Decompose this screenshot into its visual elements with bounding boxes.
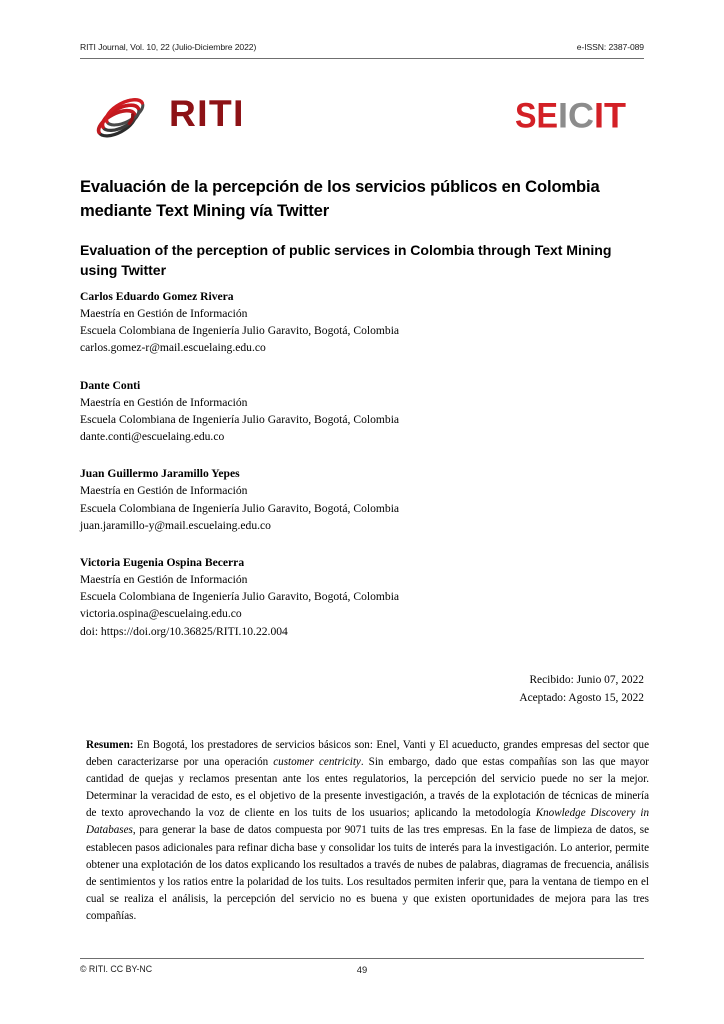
abstract-italic-1: customer centricity: [273, 756, 361, 769]
author-affiliation: Escuela Colombiana de Ingeniería Julio Garavito, Bogotá, Colombia: [80, 324, 400, 338]
author-name: Victoria Eugenia Ospina Becerra: [80, 555, 245, 569]
author-affiliation: Escuela Colombiana de Ingeniería Julio Garavito, Bogotá, Colombia: [80, 412, 400, 426]
date-accepted: Aceptado: Agosto 15, 2022: [519, 691, 644, 704]
abstract-text-3: , para generar la base de datos compuesta por 9071 tuits de las tres empresas. En la fase de limpieza de datos, se establecen pasos adicionales para refinar dicha base y consolidar los tuits de interés para la investigación. Lo anterior, permite obtener una explotación de los datos explicando los resultados a través de nubes de palabras, diagramas de frecuencia, análisis de sentimientos y los ratios entre la polaridad de los tuits. Los resultados permiten inferir que, para la ventana de tiempo en el cual se realiza el análisis, la percepción del servicio no es buena y que existen oportunidades de mejora para las tres compañías.: [86, 824, 649, 922]
author-affiliation: Escuela Colombiana de Ingeniería Julio Garavito, Bogotá, Colombia: [80, 501, 400, 515]
footer-copyright: © RITI. CC BY-NC: [80, 964, 153, 974]
page-number: 49: [356, 964, 368, 975]
seicit-part-3: IT: [594, 96, 626, 136]
author-name: Carlos Eduardo Gomez Rivera: [80, 290, 234, 303]
author-email[interactable]: carlos.gomez-r@mail.escuelaing.edu.co: [80, 341, 266, 355]
publication-dates: [519, 672, 644, 707]
date-received: Recibido: Junio 07, 2022: [529, 674, 644, 686]
riti-logo: [92, 88, 245, 142]
header-rule: [80, 58, 644, 59]
author-affiliation: Escuela Colombiana de Ingeniería Julio Garavito, Bogotá, Colombia: [80, 590, 400, 604]
author-list: [80, 288, 600, 643]
riti-spiral-rings-icon: [92, 88, 160, 142]
running-head-right: e-ISSN: 2387-089: [576, 42, 644, 52]
author-email[interactable]: victoria.ospina@escuelaing.edu.co: [80, 607, 242, 621]
page-footer: [80, 964, 644, 980]
author-name: Juan Guillermo Jaramillo Yepes: [80, 467, 240, 481]
abstract-text-2: . Sin embargo, dado que estas compañías son las que mayor cantidad de quejas y reclamos presentan ante los entes regulatorios, la percepción del servicio puede no ser la mejor. Determinar la veracidad de esto, es el objetivo de la presente investigación, a través de la explotación de técnicas de minería de texto aprovechando la voz de cliente en los tuits de los usuarios; aplicando la metodología: [86, 756, 649, 820]
author-program: Maestría en Gestión de Información: [80, 484, 248, 498]
abstract-paragraph: [86, 737, 649, 925]
abstract-label: Resumen:: [86, 739, 134, 752]
author-block: [80, 465, 600, 534]
author-block: [80, 288, 600, 357]
abstract-text-1: En Bogotá, los prestadores de servicios básicos son: Enel, Vanti y El acueducto, grandes empresas del sector que deben caracterizarse por una operación: [86, 739, 649, 769]
abstract-italic-2: Knowledge Discovery in Databases: [86, 807, 649, 837]
author-block: [80, 377, 600, 446]
seicit-part-1: SE: [515, 96, 558, 136]
seicit-logo: [514, 96, 644, 140]
page-title-english: Evaluation of the perception of public services in Colombia through Text Mining using Twitter: [80, 241, 612, 279]
footer-rule: [80, 958, 644, 959]
riti-wordmark: RITI: [169, 93, 245, 134]
author-name: Dante Conti: [80, 378, 141, 392]
running-head: [80, 42, 644, 52]
author-email[interactable]: juan.jaramillo-y@mail.escuelaing.edu.co: [80, 518, 271, 532]
author-program: Maestría en Gestión de Información: [80, 307, 248, 321]
seicit-part-2: IC: [558, 96, 594, 136]
author-block: [80, 554, 600, 623]
author-program: Maestría en Gestión de Información: [80, 395, 248, 409]
author-program: Maestría en Gestión de Información: [80, 573, 248, 587]
logo-row: [80, 88, 644, 150]
author-email[interactable]: dante.conti@escuelaing.edu.co: [80, 430, 225, 444]
running-head-left: RITI Journal, Vol. 10, 22 (Julio-Diciembre 2022): [80, 42, 257, 52]
doi-link[interactable]: doi: https://doi.org/10.36825/RITI.10.22.004: [80, 625, 288, 638]
page-title-spanish: Evaluación de la percepción de los servicios públicos en Colombia mediante Text Mining vía Twitter: [80, 177, 600, 220]
